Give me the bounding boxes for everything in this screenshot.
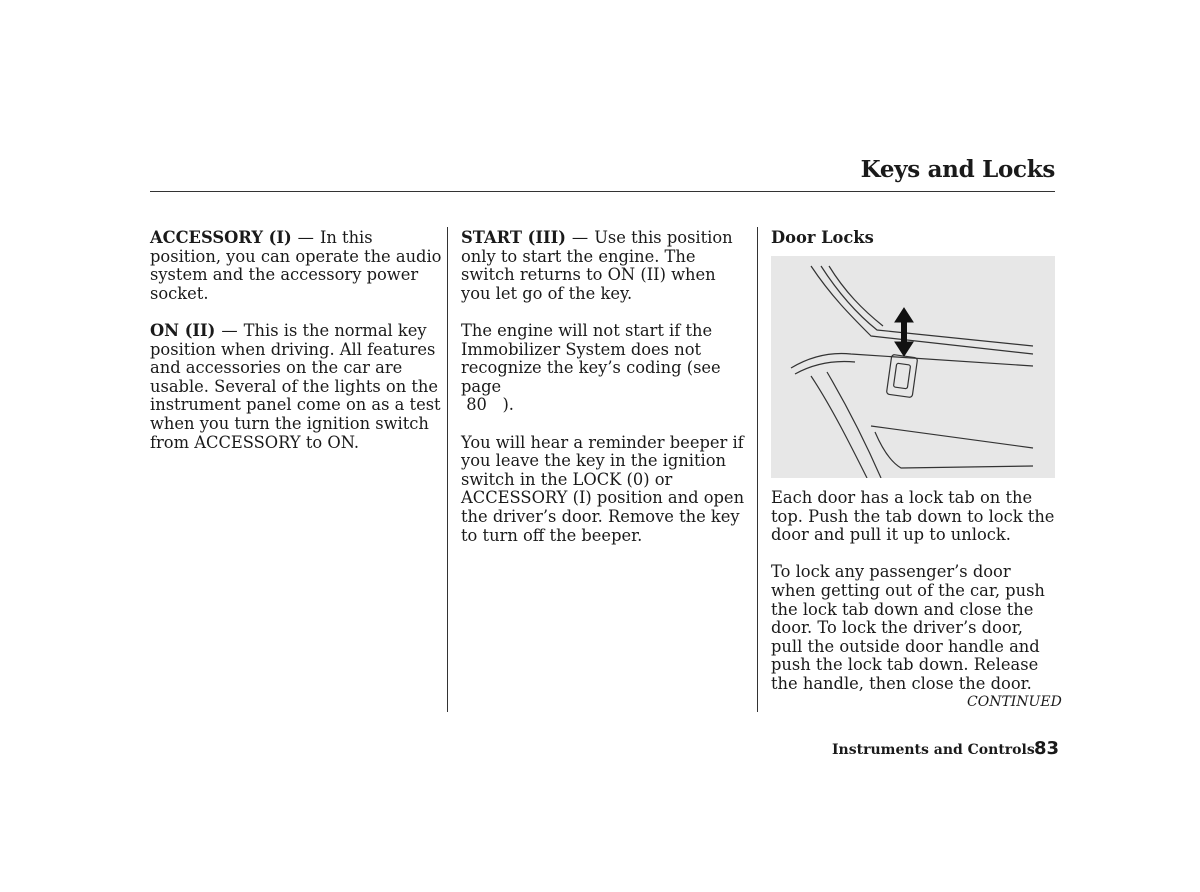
column-2 (461, 229, 747, 564)
door-lock-paragraph-1: Each door has a lock tab on the top. Push the tab down to lock the door and pull it up to unlock. (771, 488, 1055, 545)
on-dash: — (221, 320, 238, 340)
column-1 (150, 229, 442, 471)
start-dash: — (571, 228, 589, 247)
door-lock-paragraph-2: To lock any passenger’s door when getting out of the car, push the lock tab down and close the door. To lock the driver’s door, pull the outside door handle and push the lock tab down. Release the handle, then close the door. (771, 562, 1045, 693)
door-lock-tab-illustration (771, 256, 1055, 478)
header-rule (150, 191, 1055, 192)
accessory-term: ACCESSORY (I) (150, 228, 292, 247)
beeper-paragraph: You will hear a reminder beeper if you leave the key in the ignition switch in the LOCK (0) or ACCESSORY (I) position and open the driver’s door. Remove the key to turn off the beeper. (461, 432, 745, 545)
immobilizer-paragraph (461, 322, 747, 415)
column-divider-2 (757, 227, 758, 712)
accessory-paragraph (150, 229, 442, 303)
start-text: Use this position only to start the engine. The switch returns to ON (II) when you let go of the key. (461, 228, 733, 303)
accessory-text: In this position, you can operate the audio system and the accessory power socket. (150, 228, 442, 303)
column-3 (771, 229, 1059, 254)
page-reference-link[interactable]: 80 (466, 395, 487, 415)
start-term: START (III) (461, 228, 566, 247)
footer-section-name: Instruments and Controls (832, 742, 1035, 758)
page-reference-close: ). (502, 395, 514, 415)
continued-label: CONTINUED (967, 694, 1062, 710)
on-term: ON (II) (150, 320, 216, 340)
immobilizer-text: The engine will not start if the Immobilizer System does not recognize the key’s coding (see page (461, 320, 721, 396)
on-text: This is the normal key position when driving. All features and accessories on the car are usable. Several of the lights on the instrument panel come on as a test when you turn the ignition switch from ACCESSORY to ON. (150, 320, 441, 452)
column-divider-1 (447, 227, 448, 712)
page-title: Keys and Locks (860, 156, 1055, 183)
accessory-dash: — (297, 228, 314, 247)
door-lock-diagram (771, 256, 1055, 478)
page-number: 83 (1034, 738, 1060, 759)
on-paragraph (150, 322, 442, 452)
start-paragraph (461, 229, 747, 303)
door-locks-heading: Door Locks (771, 228, 874, 247)
column-3-body (771, 489, 1059, 712)
